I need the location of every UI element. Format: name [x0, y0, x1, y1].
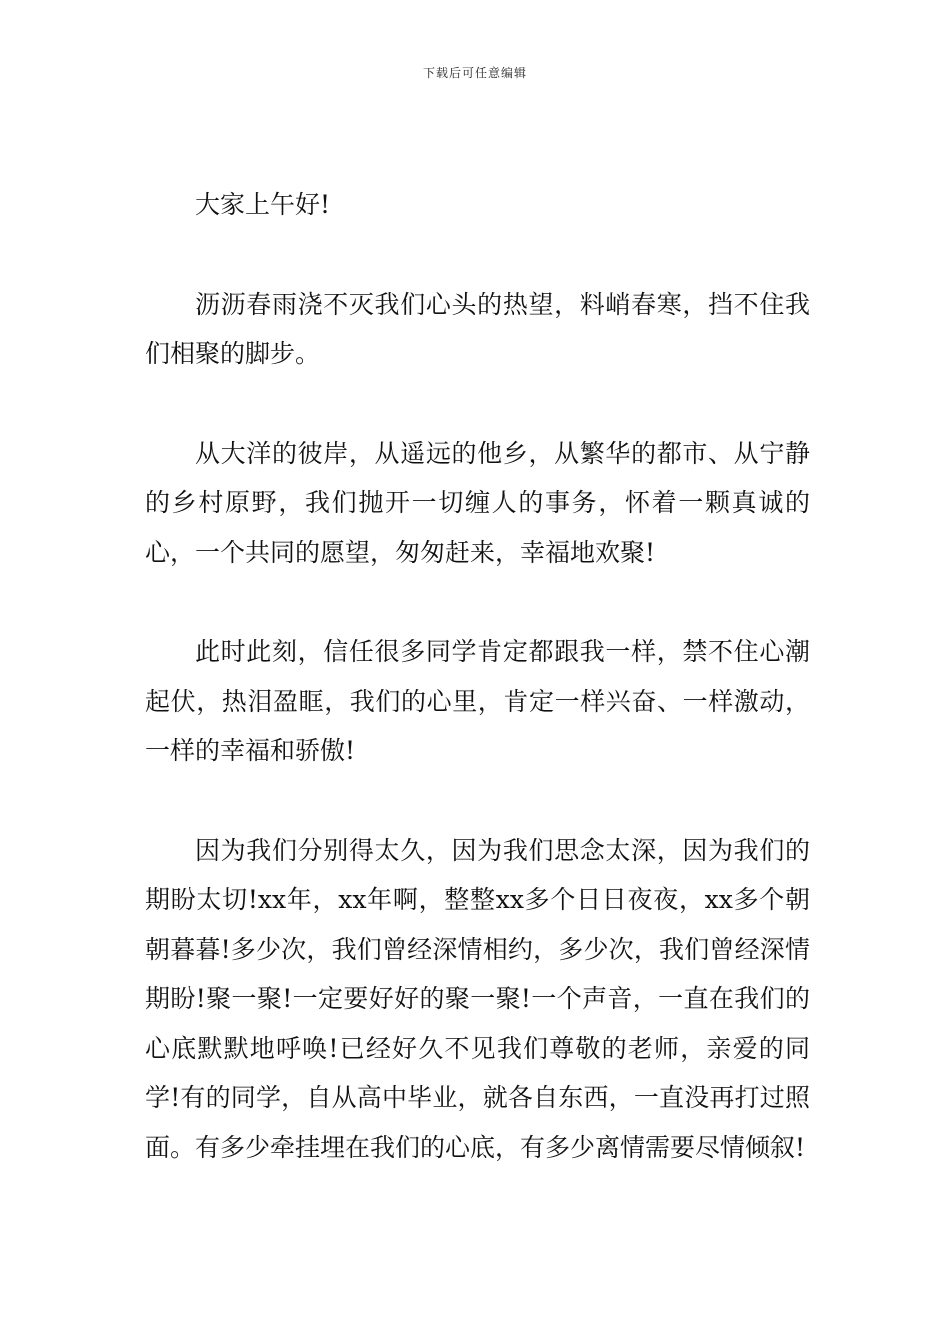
paragraph-longing: 因为我们分别得太久，因为我们思念太深，因为我们的期盼太切!xx年，xx年啊，整整xx多个日日夜夜，xx多个朝朝暮暮!多少次，我们曾经深情相约，多少次，我们曾经深情期盼!聚一聚!一定要好好的聚一聚!一个声音，一直在我们的心底默默地呼唤!已经好久不见我们尊敬的老师，亲爱的同学!有的同学，自从高中毕业，就各自东西，一直没再打过照面。有多少牵挂埋在我们的心底，有多少离情需要尽情倾叙! — [145, 835, 810, 1162]
document-body — [145, 180, 810, 1222]
paragraph-emotion: 此时此刻，信任很多同学肯定都跟我一样，禁不住心潮起伏，热泪盈眶，我们的心里，肯定一样兴奋、一样激动，一样的幸福和骄傲! — [145, 637, 810, 765]
header-note: 下载后可任意编辑 — [422, 66, 527, 80]
paragraph-gathering: 从大洋的彼岸，从遥远的他乡，从繁华的都市、从宁静的乡村原野，我们抛开一切缠人的事务，怀着一颗真诚的心，一个共同的愿望，匆匆赶来，幸福地欢聚! — [145, 438, 810, 567]
paragraph-greeting: 大家上午好! — [195, 190, 331, 219]
paragraph-spring-rain: 沥沥春雨浇不灭我们心头的热望，料峭春寒，挡不住我们相聚的脚步。 — [145, 289, 810, 368]
